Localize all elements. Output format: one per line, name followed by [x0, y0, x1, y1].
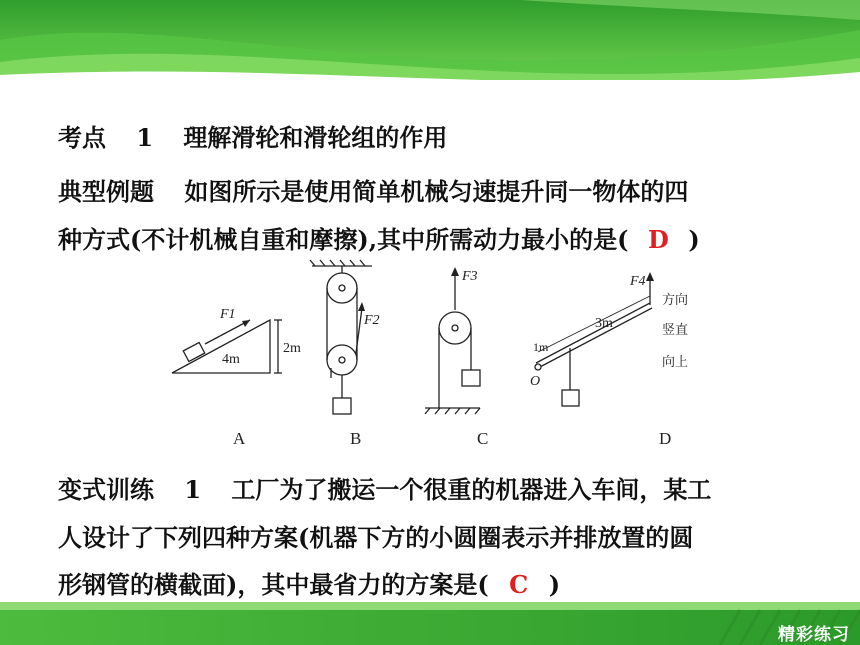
figure-d-force: F4 [630, 274, 646, 289]
section-label: 考点 [58, 123, 106, 152]
variant-label: 变式训练 [58, 475, 154, 504]
figure-d-direction-2: 竖直 [662, 323, 689, 338]
example-label: 典型例题 [58, 177, 154, 206]
variant-text-1: 工厂为了搬运一个很重的机器进入车间，某工 [231, 475, 712, 504]
variant-text-2: 人设计了下列四种方案(机器下方的小圆圈表示并排放置的圆 [58, 523, 694, 552]
section-title: 理解滑轮和滑轮组的作用 [183, 123, 448, 152]
figure-a-height: 2m [283, 341, 301, 356]
figure-a-slope: 4m [222, 352, 240, 367]
example-line-1 [58, 172, 688, 207]
variant-number: 1 [184, 475, 202, 504]
figure-b-pulley-block [310, 260, 380, 414]
variant-line-3 [58, 565, 560, 600]
section-heading [58, 118, 447, 153]
figure-label-d: D [659, 429, 672, 448]
figure-label-a: A [233, 429, 246, 448]
figure-d-direction-1: 方向 [662, 293, 689, 308]
example-answer: D [648, 225, 669, 254]
section-number: 1 [136, 123, 154, 152]
figure-simple-machines [150, 258, 730, 453]
figure-label-c: C [477, 429, 489, 448]
example-text-1: 如图所示是使用简单机械匀速提升同一物体的四 [184, 177, 689, 206]
figure-b-force: F2 [364, 313, 380, 328]
example-text-2-suffix: ) [688, 225, 700, 254]
variant-text-3: 形钢管的横截面)，其中最省力的方案是( [58, 570, 489, 599]
variant-line-2 [58, 518, 693, 553]
footer-banner [0, 602, 860, 645]
figure-d-long-arm: 3m [595, 316, 613, 331]
figure-a-incline [172, 307, 301, 373]
figure-a-force: F1 [220, 307, 236, 322]
header-banner [0, 0, 860, 112]
figure-c-force: F3 [462, 269, 478, 284]
figure-d-lever [530, 272, 688, 406]
figure-d-short-arm: 1m [533, 340, 549, 354]
figure-d-pivot: O [530, 374, 541, 389]
variant-answer: C [509, 570, 529, 599]
example-line-2 [58, 220, 700, 255]
example-text-2: 种方式(不计机械自重和摩擦),其中所需动力最小的是( [58, 225, 629, 254]
figure-label-b: B [350, 429, 362, 448]
figure-c-pulley [425, 267, 480, 414]
variant-text-3-suffix: ) [548, 570, 561, 599]
figure-d-direction-3: 向上 [662, 355, 689, 370]
footer-label: 精彩练习 [778, 625, 850, 645]
variant-line-1 [58, 470, 711, 505]
